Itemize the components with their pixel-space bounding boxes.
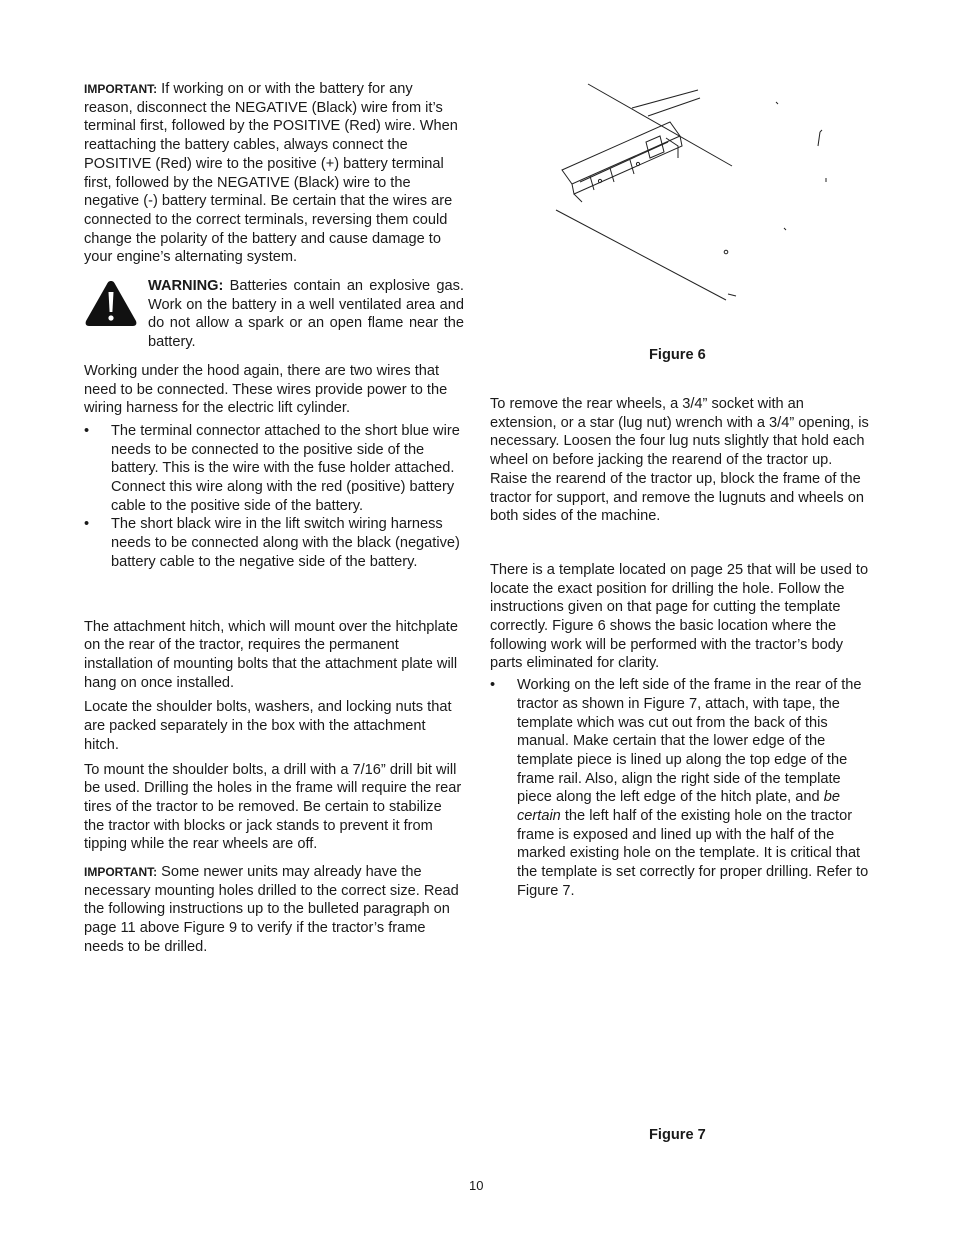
template-paragraph: There is a template located on page 25 that will be used to locate the exact position for drilling the hole. Follow the instructions given on that page for cutting the template correctly. Figure 6 shows the basic location where the following work will be performed with the tractor’s body parts eliminated for clarity. xyxy=(490,561,869,672)
important-text: Some newer units may already have the necessary mounting holes drilled to the correct size. Read the following instructions up to the bulleted paragraph on page 11 above Figure 9 to verify if the tractor’s frame needs to be drilled. xyxy=(84,864,459,955)
bullet-text-part1: Working on the left side of the frame in the rear of the tractor as shown in Figure 7, attach, with tape, the template which was cut out from the back of this manual. Make certain that the lower edge of the template piece is lined up along the top edge of the frame rail. Also, align the right side of the template piece along the left edge of the hitch plate, and xyxy=(517,677,862,806)
locate-paragraph: Locate the shoulder bolts, washers, and locking nuts that are packed separately in the box with the attachment hitch. xyxy=(84,699,452,753)
warning-text-block xyxy=(148,277,464,352)
wires-bullet-list xyxy=(84,422,464,572)
page-number: 10 xyxy=(469,1178,484,1193)
bullet-text-part2: the left half of the existing hole on the tractor frame is exposed and lined up with the half of the marked existing hole on the template. It is critical that the template is set correctly for proper drilling. Refer to Figure 7. xyxy=(517,808,869,899)
warning-label: WARNING: xyxy=(148,278,224,295)
important-text: If working on or with the battery for any reason, disconnect the NEGATIVE (Black) wire from it’s terminal first, followed by the POSITIVE (Red) wire. When reattaching the battery cables, always connect the POSITIVE (Red) wire to the positive (+) battery terminal first, followed by the NEGATIVE (Black) wire to the negative (-) battery terminal. Be certain that the wires are connected to the correct terminals, reversing them could change the polarity of the battery and cause damage to your engine’s alternating system. xyxy=(84,81,458,266)
bullet-dot: • xyxy=(490,677,496,694)
important-note-holes xyxy=(84,863,464,957)
template-bullet-list xyxy=(490,676,870,900)
bullet-emphasis: be certain xyxy=(517,789,840,825)
hitch-paragraph: The attachment hitch, which will mount over the hitchplate on the rear of the tractor, requires the permanent installation of mounting bolts that the attachment plate will hang on once installed. xyxy=(84,618,458,691)
list-item xyxy=(84,515,464,571)
right-column xyxy=(490,395,870,901)
important-label: IMPORTANT: xyxy=(84,82,158,96)
list-item xyxy=(490,676,870,900)
figure-7-caption: Figure 7 xyxy=(649,1127,706,1143)
figure-6-caption: Figure 6 xyxy=(649,347,706,363)
warning-text: Batteries contain an explosive gas. Work on the battery in a well ventilated area and do not allow a spark or an open flame near the battery. xyxy=(148,278,464,351)
important-label: IMPORTANT: xyxy=(84,865,158,880)
mount-paragraph: To mount the shoulder bolts, a drill with a 7/16” drill bit will be used. Drilling the holes in the frame will require the rear tires of the tractor to be removed. Be certain to stabilize the tractor with blocks or jack stands to prevent it from tipping while the rear wheels are off. xyxy=(84,761,462,853)
figure-6-illustration xyxy=(550,78,850,308)
important-note-battery xyxy=(84,80,464,267)
wheels-paragraph: To remove the rear wheels, a 3/4” socket with an extension, or a star (lug nut) wrench with a 3/4” opening, is necessary. Loosen the four lug nuts slightly that hold each wheel on before jacking the rearend of the tractor up. Raise the rearend of the tractor up, block the frame of the tractor for support, and remove the lugnuts and wheels on both sides of the machine. xyxy=(490,396,869,525)
left-column xyxy=(84,80,464,957)
warning-box xyxy=(84,277,464,352)
wires-paragraph: Working under the hood again, there are two wires that need to be connected. These wires provide power to the wiring harness for the electric lift cylinder. xyxy=(84,362,448,417)
warning-icon xyxy=(84,277,148,352)
bullet-dot: • xyxy=(84,516,90,533)
bullet-text: The short black wire in the lift switch wiring harness needs to be connected along with the black (negative) battery cable to the negative side of the battery. xyxy=(111,516,460,570)
list-item xyxy=(84,422,464,516)
bullet-text: The terminal connector attached to the short blue wire needs to be connected to the positive side of the battery. This is the wire with the fuse holder attached. Connect this wire along with the red (positive) battery cable to the positive side of the battery. xyxy=(111,422,460,514)
bullet-dot: • xyxy=(84,422,90,439)
